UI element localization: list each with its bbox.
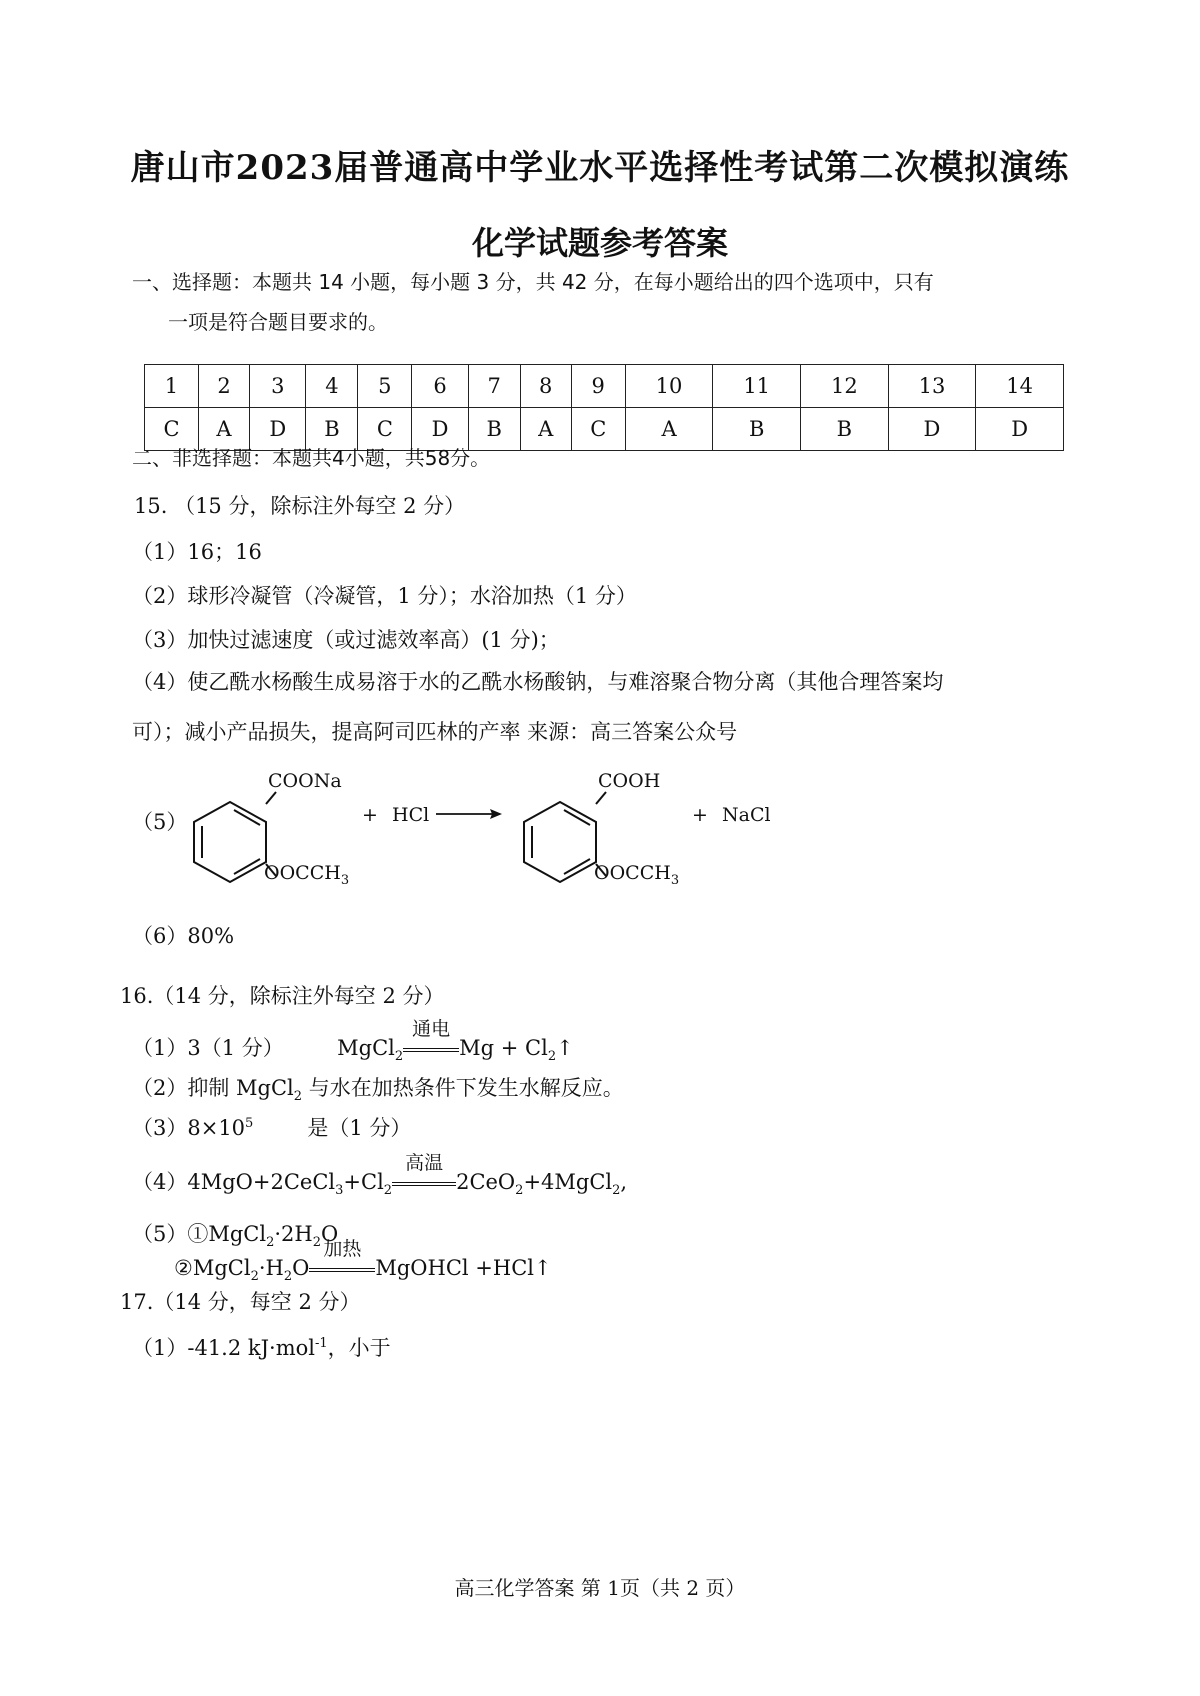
q15-heading: 15. （15 分，除标注外每空 2 分） bbox=[134, 494, 466, 518]
question-number-cell: 3 bbox=[250, 365, 306, 408]
product-cooh-group: COOH bbox=[598, 770, 661, 792]
question-number-cell: 2 bbox=[198, 365, 249, 408]
question-number-cell: 14 bbox=[976, 365, 1064, 408]
answer-cell: D bbox=[888, 408, 976, 451]
answer-cell: C bbox=[358, 408, 412, 451]
q15-answer-5-label: （5） bbox=[132, 810, 188, 834]
plus-sign-2: + bbox=[692, 804, 708, 826]
section1-instructions-cont: 一项是符合题目要求的。 bbox=[168, 310, 388, 334]
nacl-product: NaCl bbox=[722, 804, 771, 826]
page-title: 唐山市2023届普通高中学业水平选择性考试第二次模拟演练 bbox=[130, 148, 1070, 188]
electrolysis-condition: 通电 bbox=[403, 1036, 459, 1060]
q17-heading: 17.（14 分，每空 2 分） bbox=[120, 1290, 361, 1314]
page-subtitle: 化学试题参考答案 bbox=[471, 224, 728, 262]
q15-answer-3: （3）加快过滤速度（或过滤效率高）(1 分)； bbox=[132, 628, 560, 652]
answer-cell: B bbox=[801, 408, 889, 451]
section2-instructions: 二、非选择题：本题共4小题，共58分。 bbox=[132, 446, 491, 470]
plus-sign-1: + bbox=[362, 804, 378, 826]
question-number-cell: 4 bbox=[306, 365, 358, 408]
q15-answer-6: （6）80% bbox=[132, 924, 235, 948]
heating-condition: 加热 bbox=[309, 1256, 375, 1280]
reactant-ester-group: $OOCCH_3$ bbox=[264, 862, 350, 888]
question-number-cell: 11 bbox=[713, 365, 801, 408]
q16-answer-1: （1）3（1 分） MgCl$_2$ 通电 $Mg + Cl_2↑$ bbox=[132, 1018, 574, 1065]
product-ester-group: $OOCCH_3$ bbox=[594, 862, 680, 888]
answer-table bbox=[144, 364, 1064, 451]
q15-answer-2: （2）球形冷凝管（冷凝管，1 分）；水浴加热（1 分） bbox=[132, 584, 637, 608]
answer-cell: B bbox=[713, 408, 801, 451]
answer-cell: D bbox=[976, 408, 1064, 451]
question-number-cell: 5 bbox=[358, 365, 412, 408]
reaction-arrow-icon bbox=[436, 806, 502, 822]
reactant-coona-group: COONa bbox=[268, 770, 342, 792]
q15-answer-4: （4）使乙酰水杨酸生成易溶于水的乙酰水杨酸钠，与难溶聚合物分离（其他合理答案均 bbox=[132, 670, 944, 694]
q17-answer-1: （1）-41.2 kJ·mol$^{-1}$，小于 bbox=[132, 1336, 391, 1360]
section1-instructions: 一、选择题：本题共 14 小题，每小题 3 分，共 42 分，在每小题给出的四个选项中，只有 bbox=[132, 270, 934, 294]
bond-to-carboxylate bbox=[264, 790, 278, 806]
answer-cell: A bbox=[520, 408, 571, 451]
answer-table-number-row bbox=[145, 365, 1064, 408]
answer-cell: B bbox=[306, 408, 358, 451]
high-temperature-condition: 高温 bbox=[392, 1170, 456, 1194]
q16-answer-4: $(4)4MgO+2CeCl_3+Cl_2$ 高温 2CeO$_2$+4MgCl$_2$, bbox=[132, 1152, 628, 1199]
question-number-cell: 9 bbox=[571, 365, 625, 408]
answer-cell: D bbox=[250, 408, 306, 451]
answer-cell: D bbox=[412, 408, 468, 451]
question-number-cell: 8 bbox=[520, 365, 571, 408]
question-number-cell: 10 bbox=[625, 365, 713, 408]
answer-cell: A bbox=[198, 408, 249, 451]
question-number-cell: 12 bbox=[801, 365, 889, 408]
q15-answer-1: （1）16；16 bbox=[132, 540, 262, 564]
bond-to-carboxyl bbox=[594, 790, 608, 806]
q16-heading: 16.（14 分，除标注外每空 2 分） bbox=[120, 984, 445, 1008]
answer-cell: B bbox=[468, 408, 520, 451]
answer-cell: A bbox=[625, 408, 713, 451]
q16-answer-5-part2: $②MgCl_2\cdot H_2O$ 加热 MgOHCl +HCl↑ bbox=[174, 1238, 552, 1285]
answer-cell: C bbox=[571, 408, 625, 451]
question-number-cell: 13 bbox=[888, 365, 976, 408]
question-number-cell: 1 bbox=[145, 365, 199, 408]
page-footer: 高三化学答案 第 1页（共 2 页） bbox=[454, 1576, 746, 1600]
question-number-cell: 6 bbox=[412, 365, 468, 408]
q16-answer-5: $(5)①MgCl_2\cdot 2H_2O$ bbox=[132, 1222, 339, 1251]
q16-answer-2: （2）抑制 MgCl$_2$ 与水在加热条件下发生水解反应。 bbox=[132, 1076, 624, 1105]
q16-answer-3: $(3)8\times 10^5$ 是（1 分） bbox=[132, 1116, 412, 1140]
hcl-reagent: HCl bbox=[392, 804, 430, 826]
q15-answer-4-cont: 可）；减小产品损失，提高阿司匹林的产率 来源：高三答案公众号 bbox=[132, 720, 738, 744]
question-number-cell: 7 bbox=[468, 365, 520, 408]
answer-cell: C bbox=[145, 408, 199, 451]
